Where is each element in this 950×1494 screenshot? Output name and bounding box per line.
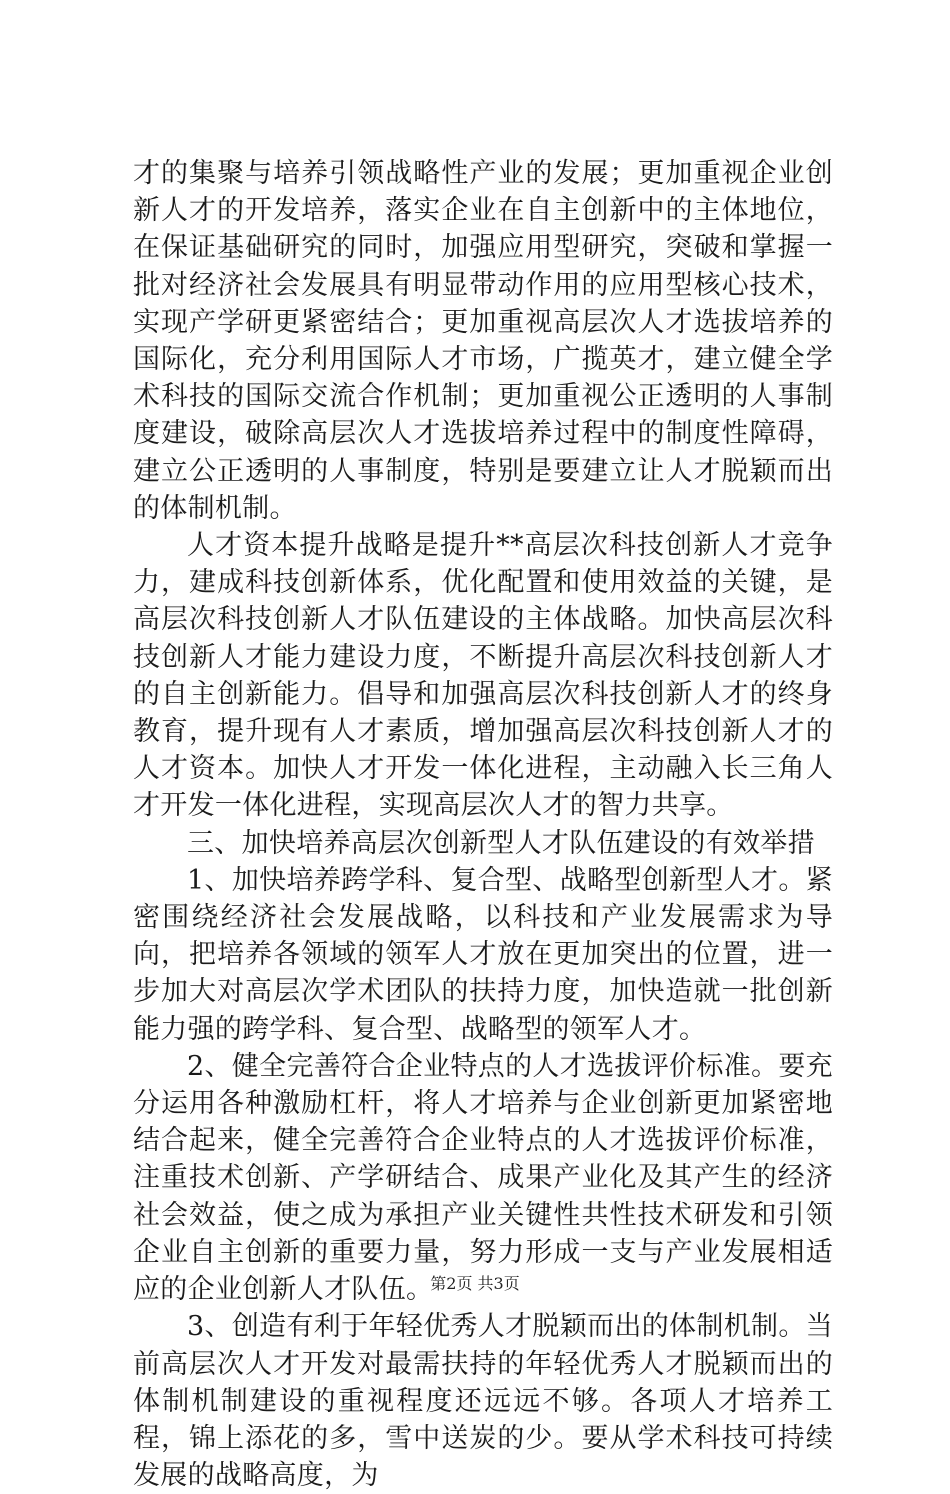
paragraph-item-3: 3、创造有利于年轻优秀人才脱颖而出的体制机制。当前高层次人才开发对最需扶持的年轻优秀人才脱颖而出的体制机制建设的重视程度还远远不够。各项人才培养工程，锦上添花的多，雪中送炭的少。要从学术科技可持续发展的战略高度，为: [133, 1311, 833, 1492]
page-number-footer: 第2页 共3页: [430, 1274, 520, 1293]
paragraph-item-2: 2、健全完善符合企业特点的人才选拔评价标准。要充分运用各种激励杠杆，将人才培养与企业创新更加紧密地结合起来，健全完善符合企业特点的人才选拔评价标准，注重技术创新、产学研结合、成果产业化及其产生的经济社会效益，使之成为承担产业关键性共性技术研发和引领企业自主创新的重要力量，努力形成一支与产业发展相适应的企业创新人才队伍。: [133, 1050, 833, 1306]
section-heading: 三、加快培养高层次创新型人才队伍建设的有效举措: [187, 827, 815, 859]
paragraph-item-1: 1、加快培养跨学科、复合型、战略型创新型人才。紧密围绕经济社会发展战略，以科技和产业发展需求为导向，把培养各领域的领军人才放在更加突出的位置，进一步加大对高层次学术团队的扶持力度，加快造就一批创新能力强的跨学科、复合型、战略型的领军人才。: [133, 864, 833, 1045]
paragraph-2: 人才资本提升战略是提升**高层次科技创新人才竞争力，建成科技创新体系，优化配置和使用效益的关键，是高层次科技创新人才队伍建设的主体战略。加快高层次科技创新人才能力建设力度，不断提升高层次科技创新人才的自主创新能力。倡导和加强高层次科技创新人才的终身教育，提升现有人才素质，增加强高层次科技创新人才的人才资本。加快人才开发一体化进程，主动融入长三角人才开发一体化进程，实现高层次人才的智力共享。: [133, 530, 833, 822]
paragraph-1: 才的集聚与培养引领战略性产业的发展；更加重视企业创新人才的开发培养，落实企业在自主创新中的主体地位，在保证基础研究的同时，加强应用型研究，突破和掌握一批对经济社会发展具有明显带动作用的应用型核心技术，实现产学研更紧密结合；更加重视高层次人才选拔培养的国际化，充分利用国际人才市场，广揽英才，建立健全学术科技的国际交流合作机制；更加重视公正透明的人事制度建设，破除高层次人才选拔培养过程中的制度性障碍，建立公正透明的人事制度，特别是要建立让人才脱颖而出的体制机制。: [133, 158, 833, 524]
